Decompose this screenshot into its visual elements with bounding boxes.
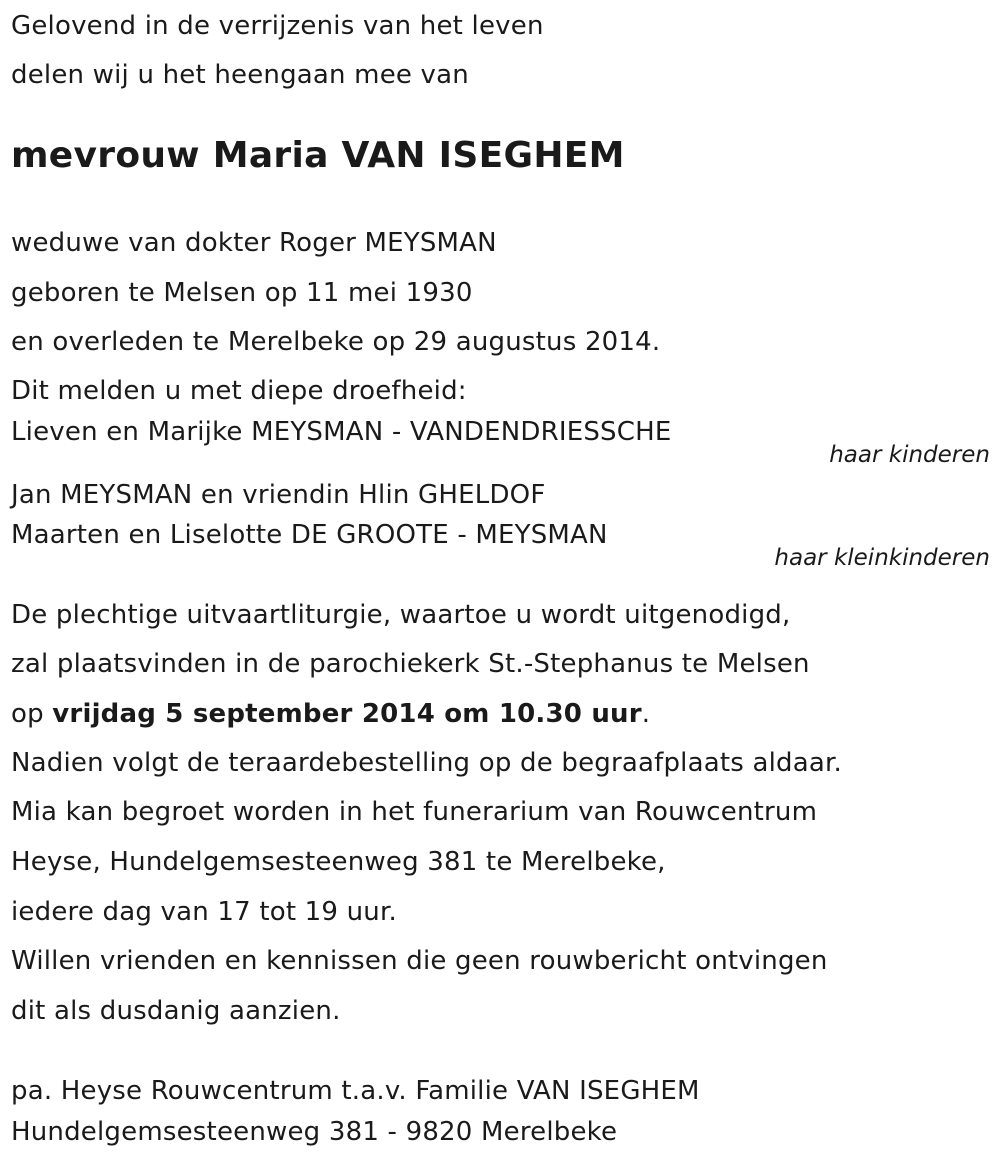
address-line-2: Hundelgemsesteenweg 381 - 9820 Merelbeke	[11, 1117, 618, 1147]
funeral-line-6: Heyse, Hundelgemsesteenweg 381 te Merelbeke,	[11, 847, 666, 877]
family-intro: Dit melden u met diepe droefheid:	[11, 376, 467, 406]
funeral-line-3	[11, 698, 650, 730]
funeral-date: vrijdag 5 september 2014 om 10.30 uur	[52, 699, 642, 729]
funeral-date-suffix: .	[641, 699, 651, 729]
funeral-line-1: De plechtige uitvaartliturgie, waartoe u wordt uitgenodigd,	[11, 600, 791, 630]
funeral-line-4: Nadien volgt de teraardebestelling op de begraafplaats aldaar.	[11, 748, 842, 778]
intro-line-1: Gelovend in de verrijzenis van het leven	[11, 11, 544, 41]
intro-line-2: delen wij u het heengaan mee van	[11, 60, 469, 90]
grandchild-line-1: Jan MEYSMAN en vriendin Hlin GHELDOF	[11, 480, 546, 510]
detail-died: en overleden te Merelbeke op 29 augustus 2014.	[11, 327, 661, 357]
funeral-line-2: zal plaatsvinden in de parochiekerk St.-Stephanus te Melsen	[11, 649, 810, 679]
children-label: haar kinderen	[829, 442, 990, 468]
grandchild-line-2: Maarten en Liselotte DE GROOTE - MEYSMAN	[11, 520, 608, 550]
funeral-line-7: iedere dag van 17 tot 19 uur.	[11, 897, 397, 927]
grandchildren-label: haar kleinkinderen	[774, 545, 990, 571]
address-line-1: pa. Heyse Rouwcentrum t.a.v. Familie VAN ISEGHEM	[11, 1076, 700, 1106]
detail-widow: weduwe van dokter Roger MEYSMAN	[11, 228, 497, 258]
funeral-line-8: Willen vrienden en kennissen die geen rouwbericht ontvingen	[11, 946, 828, 976]
funeral-line-5: Mia kan begroet worden in het funerarium van Rouwcentrum	[11, 797, 818, 827]
deceased-name: mevrouw Maria VAN ISEGHEM	[11, 135, 625, 176]
detail-born: geboren te Melsen op 11 mei 1930	[11, 278, 473, 308]
funeral-line-9: dit als dusdanig aanzien.	[11, 996, 341, 1026]
children-names: Lieven en Marijke MEYSMAN - VANDENDRIESSCHE	[11, 417, 672, 447]
funeral-date-prefix: op	[11, 699, 53, 729]
